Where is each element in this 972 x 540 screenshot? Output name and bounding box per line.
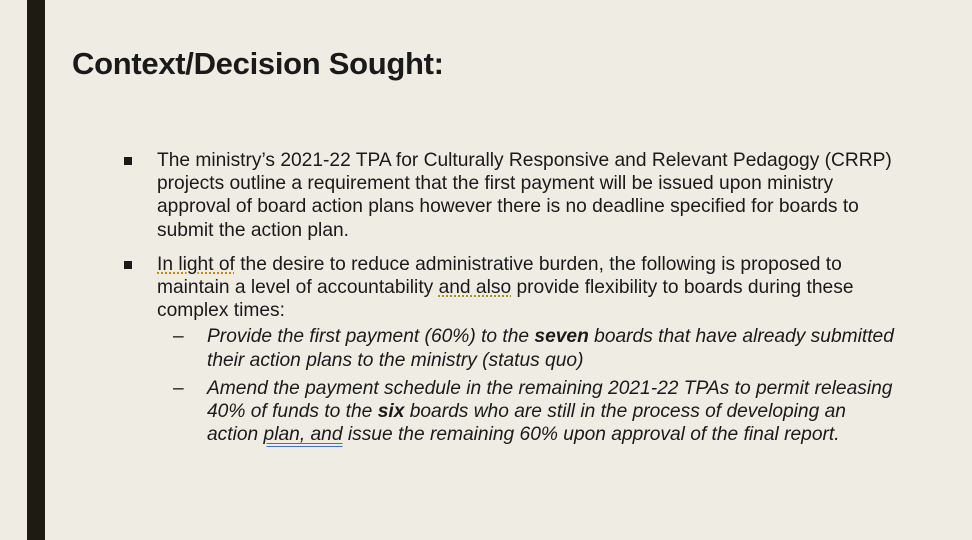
text-segment: the desire to reduce administrative burden, the following is proposed to maintain a level of accountability [157, 253, 842, 299]
bullet-item-1 [122, 149, 902, 242]
dash-bullet-icon: – [173, 377, 184, 399]
bullet-text [157, 254, 854, 321]
dash-bullet-icon: – [173, 326, 184, 348]
text-segment: Provide the first payment (60%) to the [207, 326, 535, 348]
bullet-item-2 [122, 253, 902, 447]
sub-bullet-item-2 [157, 377, 902, 447]
slide-title: Context/Decision Sought: [72, 46, 444, 81]
emphasis-text: seven [534, 326, 589, 348]
text-segment: provide flexibility to boards during these complex times: [157, 277, 854, 322]
text-segment: boards that have already submitted their action plans to the ministry (status quo) [207, 326, 894, 371]
grammar-flagged-text: In light of [157, 253, 235, 275]
emphasis-text: six [377, 401, 405, 423]
sub-bullet-list [157, 325, 902, 446]
square-bullet-icon [124, 157, 132, 165]
square-bullet-icon [124, 261, 132, 269]
grammar-flagged-text: and also [438, 277, 512, 299]
sub-bullet-item-1 [157, 325, 902, 371]
bullet-list [122, 149, 902, 457]
text-segment: boards who are still in the process of developing an action [207, 401, 846, 446]
text-segment: issue the remaining 60% upon approval of the final report. [342, 424, 840, 446]
text-segment: Amend the payment schedule in the remaining 2021-22 TPAs to permit releasing 40% of funds to the [207, 377, 893, 423]
spelling-flagged-text: plan, and [263, 424, 343, 446]
bullet-text: The ministry’s 2021-22 TPA for Culturally Responsive and Relevant Pedagogy (CRRP) projects outline a requirement that the first payment will be issued upon ministry approval of board action plans however there is no deadline specified for boards to submit the action plan. [157, 150, 892, 241]
accent-bar [27, 0, 45, 540]
